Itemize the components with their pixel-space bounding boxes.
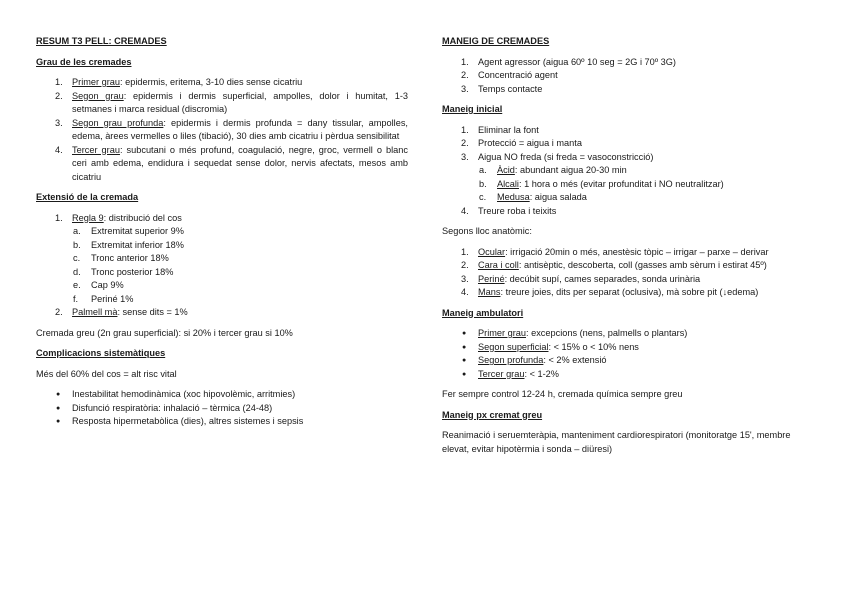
extensio-list bbox=[36, 212, 408, 320]
maneig-inicial-heading: Maneig inicial bbox=[442, 104, 503, 114]
bullet-item: ● Inestabilitat hemodinàmica (xoc hipovolèmic, arritmies) bbox=[72, 388, 408, 402]
complicacions-heading: Complicacions sistemàtiques bbox=[36, 348, 166, 358]
inicial-item: 2. Protecció = aigua i manta bbox=[461, 138, 582, 148]
sub-item: c. Medusa: aigua salada bbox=[479, 192, 587, 202]
complicacions-list bbox=[36, 388, 408, 429]
bullet-item: ● Tercer grau: < 1-2% bbox=[478, 368, 814, 382]
lloc-intro: Segons lloc anatòmic: bbox=[442, 226, 532, 236]
grau-heading: Grau de les cremades bbox=[36, 56, 132, 67]
sub-item: d. Tronc posterior 18% bbox=[73, 266, 174, 277]
complicacions-intro: Més del 60% del cos = alt risc vital bbox=[36, 368, 177, 379]
factor-item: 2. Concentració agent bbox=[461, 70, 558, 80]
ambulatori-list bbox=[442, 327, 814, 381]
regla-9-sublist bbox=[72, 225, 408, 306]
factor-item: 1. Agent agressor (aigua 60º 10 seg = 2G i 70º 3G) bbox=[461, 56, 676, 67]
sub-item: e. Cap 9% bbox=[73, 280, 124, 290]
sub-item: b. Extremitat inferior 18% bbox=[73, 239, 184, 250]
bullet-item: ● Resposta hipermetabòlica (dies), altres sistemes i sepsis bbox=[72, 415, 408, 429]
regla-9-item: 1. Regla 9: distribució del cos a. Extremitat superior 9% b. Extremitat inferior 18% c. Tronc anterior 18% d. Tronc posterior 18% e. Cap 9% f. Periné 1% bbox=[72, 212, 408, 307]
inicial-item: 4. Treure roba i teixits bbox=[461, 205, 557, 216]
sub-item: f. Periné 1% bbox=[73, 293, 134, 304]
lloc-item: 1. Ocular: irrigació 20min o més, anestèsic tòpic – irrigar – parxe – derivar bbox=[461, 246, 769, 257]
maneig-title: MANEIG DE CREMADES bbox=[442, 36, 550, 46]
ambulatori-heading: Maneig ambulatori bbox=[442, 307, 524, 318]
lloc-list bbox=[442, 246, 814, 300]
lloc-item: 4. Mans: treure joies, dits per separat (oclusiva), mà sobre pit (↓edema) bbox=[461, 287, 759, 297]
grau-list bbox=[36, 76, 408, 184]
grau-item: 3. Segon grau profunda: epidermis i dermis profunda = dany tissular, ampolles, edema, àrees vermelles o liles (tibació), 30 dies amb cicatriu i pèrdua sensibilitat bbox=[55, 117, 408, 141]
ambulatori-note: Fer sempre control 12-24 h, cremada química sempre greu bbox=[442, 389, 683, 399]
right-column bbox=[442, 35, 814, 456]
sub-item: b. Alcali: 1 hora o més (evitar profunditat i NO neutralitzar) bbox=[479, 178, 724, 189]
grau-item: 4. Tercer grau: subcutani o més profund, coagulació, negre, groc, vermell o blanc ceri amb edema, endidura i sequedat sense dolor, nervis afectats, mesos amb cicatriu bbox=[55, 144, 408, 182]
factor-item: 3. Temps contacte bbox=[461, 83, 543, 94]
sub-item: c. Tronc anterior 18% bbox=[73, 253, 169, 263]
bullet-item: ● Disfunció respiratòria: inhalació – tèrmica (24-48) bbox=[72, 402, 408, 416]
sub-item: a. Àcid: abundant aigua 20-30 min bbox=[479, 165, 627, 175]
inicial-list bbox=[442, 124, 814, 219]
px-greu-text: Reanimació i seruemteràpia, manteniment cardiorespiratori (monitoratge 15', membre elevat, evitar hipotèrmia i sonda – diüresi) bbox=[442, 430, 791, 454]
bullet-item: ● Segon profunda: < 2% extensió bbox=[478, 354, 814, 368]
grau-item: 1. Primer grau: epidermis, eritema, 3-10 dies sense cicatriu bbox=[55, 77, 303, 87]
lloc-item: 3. Periné: decúbit supí, cames separades, sonda urinària bbox=[461, 273, 701, 284]
sub-item: a. Extremitat superior 9% bbox=[73, 226, 184, 236]
bullet-item: ● Segon superficial: < 15% o < 10% nens bbox=[478, 341, 814, 355]
factors-list bbox=[442, 56, 814, 97]
palmell-item: 2. Palmell mà: sense dits = 1% bbox=[55, 307, 188, 317]
px-greu-heading: Maneig px cremat greu bbox=[442, 409, 543, 420]
inicial-item: 1. Eliminar la font bbox=[461, 124, 539, 135]
grau-item: 2. Segon grau: epidermis i dermis superficial, ampolles, dolor i humitat, 1-3 setmanes i marca residual (discromia) bbox=[55, 90, 408, 114]
lloc-item: 2. Cara i coll: antisèptic, descoberta, coll (gasses amb sèrum i estirat 45º) bbox=[461, 260, 767, 270]
left-column bbox=[36, 35, 408, 429]
extensio-heading: Extensió de la cremada bbox=[36, 192, 139, 202]
aigua-sublist bbox=[478, 164, 814, 205]
document-title: RESUM T3 PELL: CREMADES bbox=[36, 36, 167, 46]
cremada-greu-text: Cremada greu (2n grau superficial): si 20% i tercer grau si 10% bbox=[36, 327, 293, 338]
inicial-item: 3. Aigua NO freda (si freda = vasoconstricció) a. Àcid: abundant aigua 20-30 min b. Alcali: 1 hora o més (evitar profunditat i NO neutralitzar) c. Medusa: aigua salada bbox=[478, 151, 814, 205]
bullet-item: ● Primer grau: excepcions (nens, palmells o plantars) bbox=[478, 327, 814, 341]
